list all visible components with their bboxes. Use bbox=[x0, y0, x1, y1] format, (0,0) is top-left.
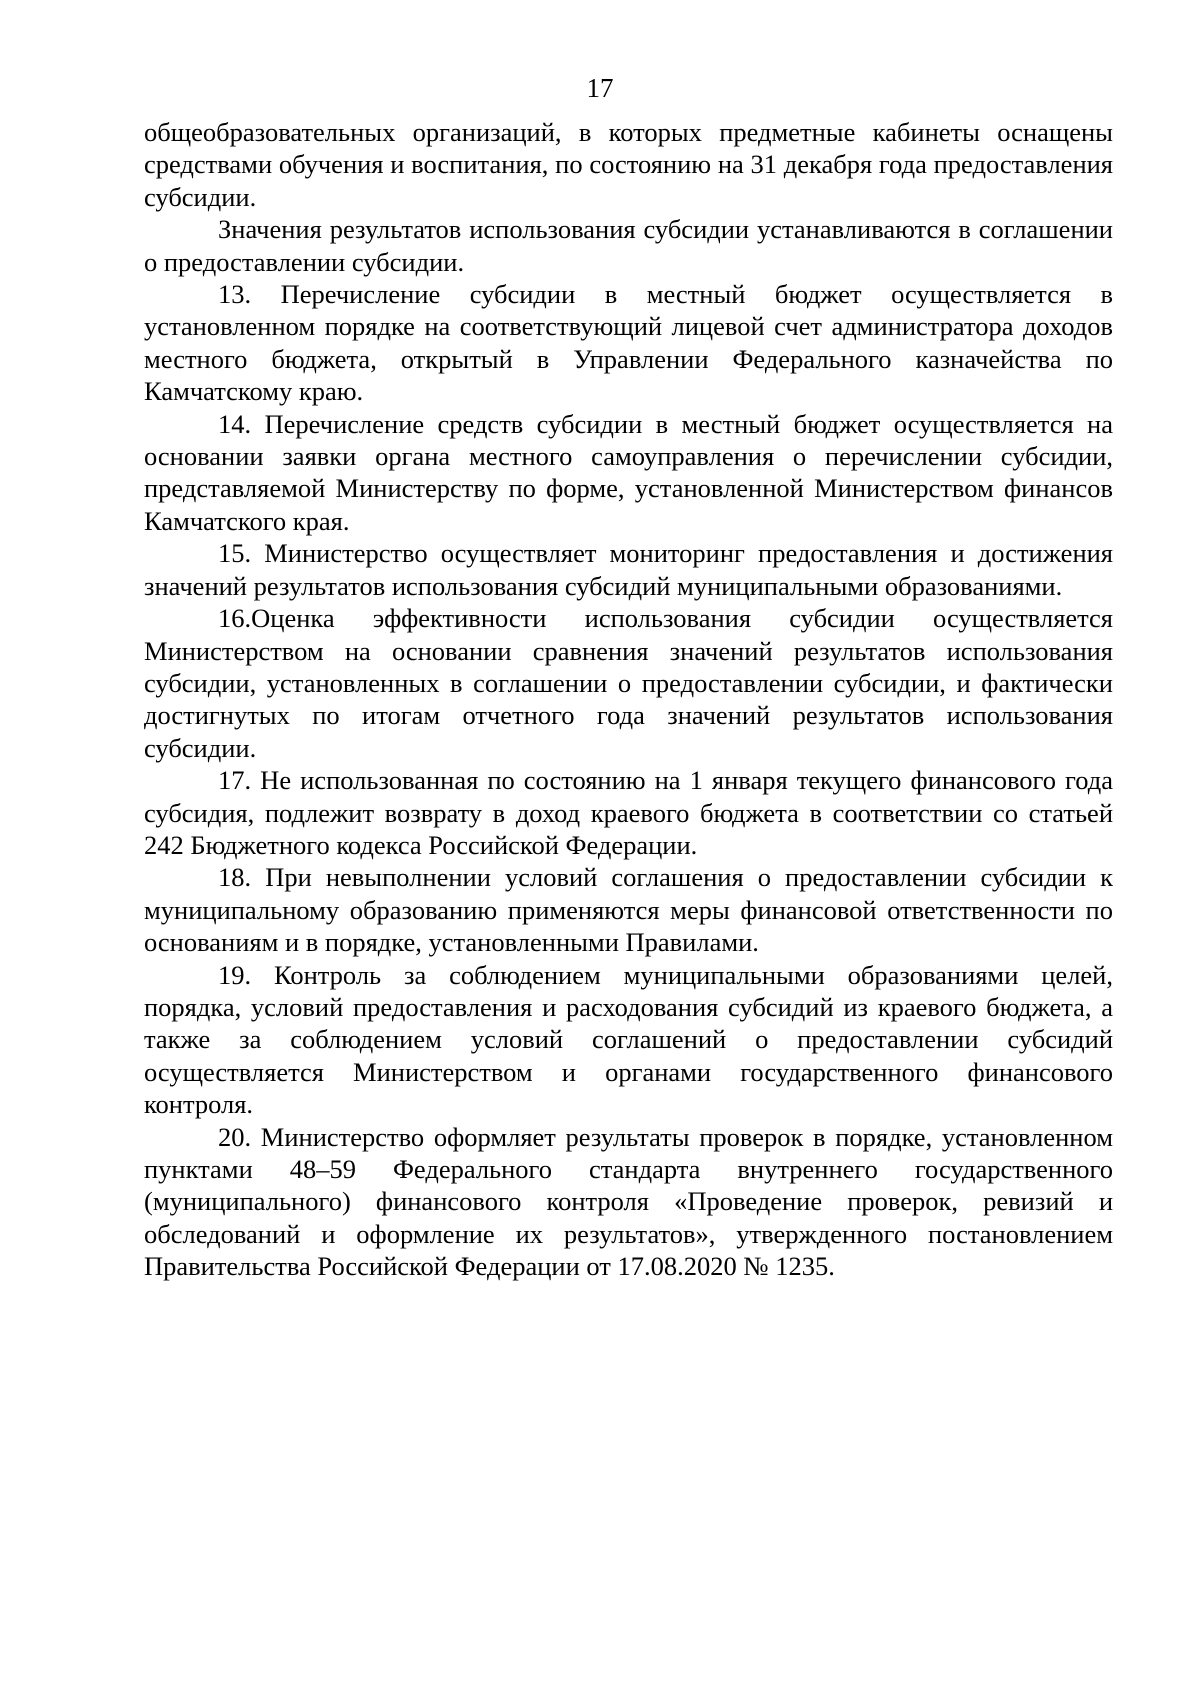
paragraph-results-values: Значения результатов использования субсидии устанавливаются в соглашении о предоставлении субсидии. bbox=[144, 214, 1113, 277]
page-number: 17 bbox=[586, 73, 614, 103]
document-body bbox=[144, 116, 1113, 1283]
paragraph-16: 16.Оценка эффективности использования субсидии осуществляется Министерством на основании сравнения значений результатов использования субсидии, установленных в соглашении о предоставлении субсидии, и фактически достигнутых по итогам отчетного года значений результатов использования субсидии. bbox=[144, 603, 1113, 763]
paragraph-continuation: общеобразовательных организаций, в которых предметные кабинеты оснащены средствами обучения и воспитания, по состоянию на 31 декабря года предоставления субсидии. bbox=[144, 117, 1113, 212]
paragraph-17: 17. Не использованная по состоянию на 1 января текущего финансового года субсидия, подлежит возврату в доход краевого бюджета в соответствии со статьей 242 Бюджетного кодекса Российской Федерации. bbox=[144, 765, 1113, 860]
paragraph-14: 14. Перечисление средств субсидии в местный бюджет осуществляется на основании заявки органа местного самоуправления о перечислении субсидии, представляемой Министерству по форме, установленной Министерством финансов Камчатского края. bbox=[144, 408, 1113, 536]
paragraph-15: 15. Министерство осуществляет мониторинг предоставления и достижения значений результатов использования субсидий муниципальными образованиями. bbox=[144, 538, 1113, 601]
paragraph-20: 20. Министерство оформляет результаты проверок в порядке, установленном пунктами 48–59 Федерального стандарта внутреннего государственного (муниципального) финансового контроля «Проведение проверок, ревизий и обследований и оформление их результатов», утвержденного постановлением Правительства Российской Федерации от 17.08.2020 № 1235. bbox=[144, 1121, 1113, 1282]
paragraph-19: 19. Контроль за соблюдением муниципальными образованиями целей, порядка, условий предоставления и расходования субсидий из краевого бюджета, а также за соблюдением условий соглашений о предоставлении субсидий осуществляется Министерством и органами государственного финансового контроля. bbox=[144, 959, 1113, 1120]
paragraph-13: 13. Перечисление субсидии в местный бюджет осуществляется в установленном порядке на соответствующий лицевой счет администратора доходов местного бюджета, открытый в Управлении Федерального казначейства по Камчатскому краю. bbox=[144, 279, 1113, 407]
paragraph-18: 18. При невыполнении условий соглашения о предоставлении субсидии к муниципальному образованию применяются меры финансовой ответственности по основаниям и в порядке, установленными Правилами. bbox=[144, 862, 1113, 958]
